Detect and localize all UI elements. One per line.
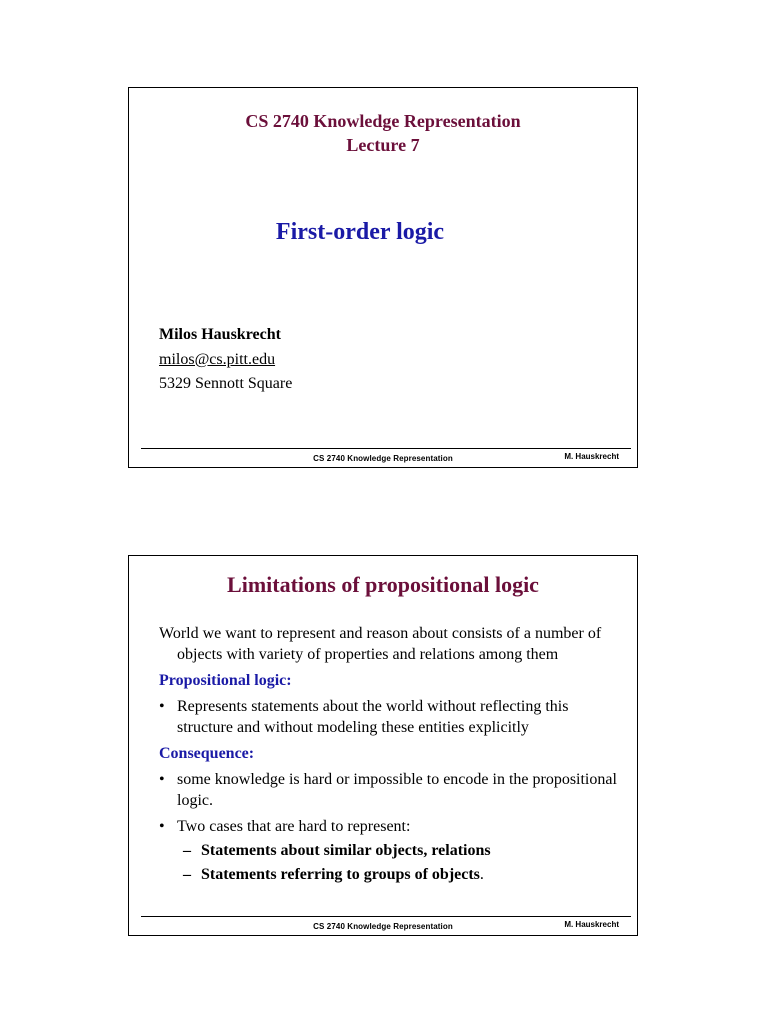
section-heading-propositional: Propositional logic: — [159, 672, 292, 689]
author-office: 5329 Sennott Square — [159, 375, 293, 392]
bullet-text: some knowledge is hard or impossible to encode in the propositional logic. — [177, 771, 617, 809]
sub-list-item — [159, 840, 619, 861]
sub-item-text: Statements referring to groups of objects — [201, 866, 480, 883]
list-item — [159, 769, 619, 811]
bullet-text: Represents statements about the world without reflecting this structure and without modeling these entities explicitly — [177, 698, 569, 736]
bullet-icon: • — [159, 818, 165, 835]
footer-course: CS 2740 Knowledge Representation — [313, 454, 453, 463]
course-line: CS 2740 Knowledge Representation — [245, 111, 521, 131]
author-email-link[interactable]: milos@cs.pitt.edu — [159, 350, 276, 368]
dash-icon: – — [183, 866, 191, 883]
dash-icon: – — [183, 842, 191, 859]
footer-course: CS 2740 Knowledge Representation — [313, 922, 453, 931]
bullet-icon: • — [159, 698, 165, 715]
footer-author: M. Hauskrecht — [564, 452, 619, 461]
list-item — [159, 816, 619, 837]
author-name: Milos Hauskrecht — [159, 326, 281, 343]
sub-item-suffix: . — [479, 866, 484, 883]
slide-title: Limitations of propositional logic — [227, 572, 539, 597]
bullet-text: Two cases that are hard to represent: — [177, 818, 411, 835]
sub-list-item — [159, 864, 619, 885]
sub-item-text: Statements about similar objects, relations — [201, 842, 491, 859]
slide-1 — [128, 87, 638, 468]
course-title — [129, 109, 637, 157]
footer-divider — [141, 448, 631, 449]
section-heading-consequence: Consequence: — [159, 745, 255, 762]
slide-title: First-order logic — [275, 219, 445, 245]
bullet-icon: • — [159, 771, 165, 788]
lecture-line: Lecture 7 — [346, 135, 420, 155]
slide-body — [159, 623, 619, 885]
author-block — [159, 323, 292, 397]
slide-2 — [128, 555, 638, 936]
intro-paragraph: World we want to represent and reason about consists of a number of objects with variety of properties and relations among them — [159, 625, 602, 663]
footer-divider — [141, 916, 631, 917]
footer-author: M. Hauskrecht — [564, 920, 619, 929]
list-item — [159, 696, 619, 738]
